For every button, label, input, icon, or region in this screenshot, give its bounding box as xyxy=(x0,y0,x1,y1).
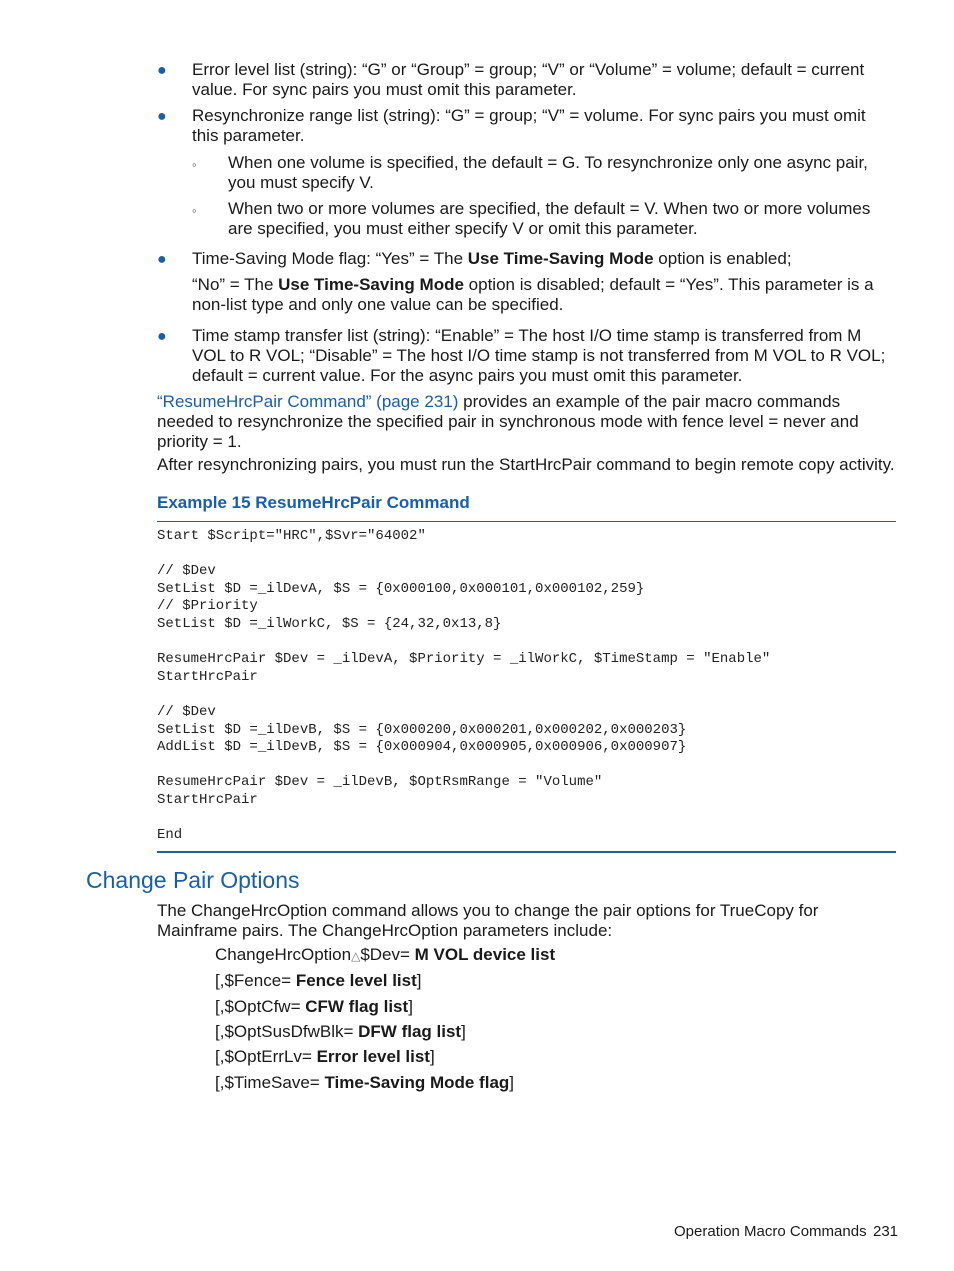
after-resync-paragraph: After resynchronizing pairs, you must run the StartHrcPair command to begin remote copy activity. xyxy=(157,455,895,474)
bullet-error-level: Error level list (string): “G” or “Group” = group; “V” or “Volume” = volume; default = current value. For sync pairs you must omit this parameter. xyxy=(192,60,865,99)
param-item: [,$TimeSave= Time-Saving Mode flag] xyxy=(215,1073,515,1092)
example-top-rule xyxy=(157,521,896,522)
bullet-icon: ● xyxy=(157,328,167,345)
xref-text: provides an example of the pair macro commands needed to resynchronize the specified pair in synchronous mode with fence level = never and priority = 1. xyxy=(157,392,859,451)
bullet-icon: ● xyxy=(157,251,167,268)
time-saving-text-a: Time-Saving Mode flag: “Yes” = The xyxy=(192,249,468,268)
example-bottom-rule xyxy=(157,851,896,853)
example-title: Example 15 ResumeHrcPair Command xyxy=(157,493,470,512)
footer-page-number: 231 xyxy=(873,1223,899,1240)
sub-bullet-icon: ◦ xyxy=(192,203,197,218)
param-item: ChangeHrcOption△$Dev= M VOL device list xyxy=(215,945,556,964)
bullet-icon: ● xyxy=(157,108,167,125)
param-item: [,$OptErrLv= Error level list] xyxy=(215,1047,435,1066)
param-item: [,$Fence= Fence level list] xyxy=(215,971,422,990)
param-item: [,$OptSusDfwBlk= DFW flag list] xyxy=(215,1022,466,1041)
xref-link[interactable]: “ResumeHrcPair Command” (page 231) xyxy=(157,392,459,411)
time-saving-option-name: Use Time-Saving Mode xyxy=(278,275,464,294)
space-marker-icon: △ xyxy=(351,949,361,963)
section-heading: Change Pair Options xyxy=(86,867,300,893)
bullet-timestamp: Time stamp transfer list (string): “Enable” = The host I/O time stamp is transferred from M VOL to R VOL; “Disable” = The host I/O time stamp is not transferred from M VOL to R VOL; default = current value. For the async pairs you must omit this parameter. xyxy=(192,326,886,385)
xref-paragraph xyxy=(157,392,897,452)
time-saving-option-name: Use Time-Saving Mode xyxy=(467,249,654,268)
sub-bullet-two-volumes: When two or more volumes are specified, the default = V. When two or more volumes are specified, you must either specify V or omit this parameter. xyxy=(228,199,871,238)
bullet-icon: ● xyxy=(157,62,167,79)
bullet-resync-range: Resynchronize range list (string): “G” = group; “V” = volume. For sync pairs you must omit this parameter. xyxy=(192,106,866,145)
footer-section-name: Operation Macro Commands xyxy=(674,1223,867,1240)
bullet-time-saving xyxy=(192,249,902,269)
time-saving-text-c: “No” = The xyxy=(192,275,279,294)
sub-bullet-icon: ◦ xyxy=(192,157,197,172)
time-saving-text-d: option is disabled; default = “Yes”. This parameter is a non-list type and only one value can be specified. xyxy=(192,275,874,314)
section-intro: The ChangeHrcOption command allows you to change the pair options for TrueCopy for Mainframe pairs. The ChangeHrcOption parameters include: xyxy=(157,901,819,940)
param-item: [,$OptCfw= CFW flag list] xyxy=(215,997,413,1016)
time-saving-text-b: option is enabled; xyxy=(653,249,792,268)
sub-bullet-one-volume: When one volume is specified, the default = G. To resynchronize only one async pair, you must specify V. xyxy=(228,153,868,192)
code-example: Start $Script="HRC",$Svr="64002" // $Dev SetList $D =_ilDevA, $S = {0x000100,0x000101,0x000102,259} // $Priority SetList $D =_ilWorkC, $S = {24,32,0x13,8} ResumeHrcPair $Dev = _ilDevA, $Priority = _ilWorkC, $TimeStamp = "Enable" StartHrcPair // $Dev SetList $D =_ilDevB, $S = {0x000200,0x000201,0x000202,0x000203} AddList $D =_ilDevB, $S = {0x000904,0x000905,0x000906,0x000907} ResumeHrcPair $Dev = _ilDevB, $OptRsmRange = "Volume" StartHrcPair End xyxy=(157,528,771,844)
bullet-time-saving-cont xyxy=(192,275,892,315)
